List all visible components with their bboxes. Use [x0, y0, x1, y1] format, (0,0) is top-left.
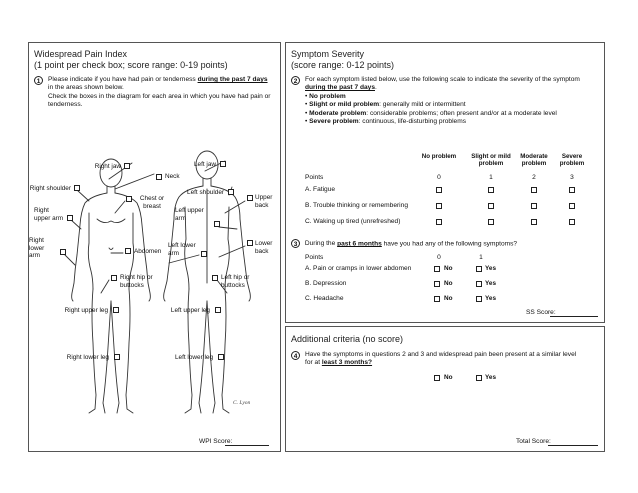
checkbox-depression-yes[interactable]	[476, 281, 482, 287]
yes-label: Yes	[485, 280, 497, 287]
checkbox-right-lower-arm[interactable]	[60, 249, 66, 255]
q3-text-2: have you had any of the following symptoms?	[381, 240, 518, 248]
symptom-row: C. Waking up tired (unrefreshed)	[305, 218, 401, 225]
checkbox-abdomen-yes[interactable]	[476, 266, 482, 272]
severity-scale-list	[305, 93, 599, 127]
no-label: No	[444, 374, 453, 381]
checkbox-q4-no[interactable]	[434, 375, 440, 381]
checkbox-lower-back[interactable]	[247, 240, 253, 246]
question-4	[291, 351, 599, 368]
checkbox-waking-0[interactable]	[436, 219, 442, 225]
checkbox-left-upper-arm[interactable]	[214, 221, 220, 227]
checkbox-abdomen-no[interactable]	[434, 266, 440, 272]
wpi-panel	[28, 42, 281, 452]
q3-item-row: B. Depression	[305, 280, 347, 287]
checkbox-upper-back[interactable]	[247, 195, 253, 201]
question-number: 3	[291, 239, 300, 248]
label-right-hip: Right hip or buttocks	[120, 274, 153, 289]
ss-score-label: SS Score:	[526, 309, 556, 316]
q4-text-emph: least 3 months?	[321, 359, 373, 367]
column-header: Moderate problem	[520, 153, 548, 167]
label-upper-back: Upper back	[255, 194, 273, 209]
label-left-lower-arm: Left lower arm	[168, 242, 196, 257]
wpi-score-field[interactable]	[225, 445, 269, 446]
label-left-upper-arm: Left upper arm	[175, 207, 204, 222]
additional-panel	[285, 326, 605, 452]
q3-text-emph: past 6 months	[337, 240, 382, 248]
label-left-upper-leg: Left upper leg	[170, 307, 210, 314]
q3-points-label: Points	[305, 254, 324, 261]
checkbox-waking-3[interactable]	[569, 219, 575, 225]
scale-item: • No problem	[305, 92, 346, 100]
total-score-field[interactable]	[548, 445, 598, 446]
checkbox-fatigue-0[interactable]	[436, 187, 442, 193]
q3-item-row: A. Pain or cramps in lower abdomen	[305, 265, 412, 272]
point-value: 0	[437, 254, 441, 261]
checkbox-right-upper-arm[interactable]	[67, 215, 73, 221]
checkbox-thinking-3[interactable]	[569, 203, 575, 209]
q2-text-emph: during the past 7 days	[305, 84, 375, 92]
question-number: 4	[291, 351, 300, 360]
q1-text-1: Please indicate if you have had pain or tenderness	[48, 76, 198, 83]
scale-item: • Slight or mild problem: generally mild or intermittent	[305, 101, 466, 109]
point-value: 3	[570, 174, 574, 181]
column-header: Slight or mild problem	[471, 153, 511, 167]
additional-title: Additional criteria (no score)	[291, 334, 404, 344]
total-score-label: Total Score:	[516, 438, 551, 445]
checkbox-neck[interactable]	[156, 174, 162, 180]
label-left-lower-leg: Left lower leg	[174, 354, 213, 361]
ss-panel	[285, 42, 605, 323]
q1-text-emph: during the past 7 days	[197, 76, 268, 83]
scale-item: • Moderate problem: considerable problems; often present and/or at a moderate level	[305, 109, 557, 117]
ss-question-2	[291, 76, 599, 126]
checkbox-left-hip[interactable]	[212, 275, 218, 281]
point-value: 0	[437, 174, 441, 181]
label-neck: Neck	[165, 173, 180, 180]
checkbox-waking-1[interactable]	[488, 219, 494, 225]
q3-text-1: During the	[304, 240, 338, 248]
label-left-hip: Left hip or buttocks	[221, 274, 250, 289]
checkbox-right-lower-leg[interactable]	[114, 354, 120, 360]
checkbox-left-shoulder[interactable]	[228, 189, 234, 195]
column-header: No problem	[421, 153, 457, 160]
ss-question-3	[291, 239, 599, 249]
symptom-row: B. Trouble thinking or remembering	[305, 202, 408, 209]
q1-text-3: Check the boxes in the diagram for each area in which you have had pain or tenderness.	[48, 92, 271, 109]
checkbox-fatigue-1[interactable]	[488, 187, 494, 193]
q2-text-1: For each symptom listed below, use the following scale to indicate the severity of the symptom	[305, 76, 580, 83]
no-label: No	[444, 295, 453, 302]
q2-text-2: .	[374, 84, 377, 92]
ss-subtitle: (score range: 0-12 points)	[291, 60, 395, 70]
question-number: 1	[34, 76, 43, 85]
label-lower-back: Lower back	[255, 240, 273, 255]
artist-signature: C. Lyon	[233, 400, 251, 406]
checkbox-thinking-1[interactable]	[488, 203, 494, 209]
yes-label: Yes	[485, 265, 497, 272]
wpi-score-label: WPI Score:	[199, 438, 233, 445]
label-abdomen: Abdomen	[134, 248, 162, 255]
ss-title: Symptom Severity	[291, 49, 365, 59]
checkbox-fatigue-2[interactable]	[531, 187, 537, 193]
symptom-row: A. Fatigue	[305, 186, 336, 193]
checkbox-thinking-2[interactable]	[531, 203, 537, 209]
checkbox-thinking-0[interactable]	[436, 203, 442, 209]
label-chest: Chest or breast	[139, 195, 165, 210]
checkbox-left-lower-leg[interactable]	[218, 354, 224, 360]
label-left-shoulder: Left shoulder	[187, 189, 224, 196]
checkbox-left-lower-arm[interactable]	[201, 251, 207, 257]
checkbox-left-upper-leg[interactable]	[215, 307, 221, 313]
checkbox-headache-no[interactable]	[434, 296, 440, 302]
checkbox-depression-no[interactable]	[434, 281, 440, 287]
checkbox-right-shoulder[interactable]	[74, 185, 80, 191]
q4-text-1: Have the symptoms in questions 2 and 3 and widespread pain been present at a similar level for at	[305, 351, 577, 367]
checkbox-right-upper-leg[interactable]	[113, 307, 119, 313]
label-right-shoulder: Right shoulder	[29, 185, 71, 192]
yes-label: Yes	[485, 295, 497, 302]
checkbox-q4-yes[interactable]	[476, 375, 482, 381]
label-left-jaw: Left jaw	[193, 161, 216, 168]
label-right-upper-arm: Right upper arm	[34, 207, 64, 222]
label-right-upper-leg: Right upper leg	[64, 307, 108, 314]
yes-label: Yes	[485, 374, 497, 381]
checkbox-right-jaw[interactable]	[124, 163, 130, 169]
q3-item-row: C. Headache	[305, 295, 344, 302]
checkbox-headache-yes[interactable]	[476, 296, 482, 302]
points-label: Points	[305, 174, 324, 181]
no-label: No	[444, 280, 453, 287]
scale-item: • Severe problem: continuous, life-disturbing problems	[305, 118, 467, 126]
q1-text-2: in the areas shown below.	[48, 84, 124, 92]
checkbox-abdomen[interactable]	[125, 248, 131, 254]
point-value: 2	[532, 174, 536, 181]
label-right-jaw: Right jaw	[94, 163, 121, 170]
wpi-title: Widespread Pain Index	[34, 49, 128, 59]
point-value: 1	[479, 254, 483, 261]
label-right-lower-arm: Right lower arm	[29, 237, 45, 259]
checkbox-waking-2[interactable]	[531, 219, 537, 225]
no-label: No	[444, 265, 453, 272]
ss-score-field[interactable]	[550, 316, 598, 317]
column-header: Severe problem	[559, 153, 585, 167]
checkbox-left-jaw[interactable]	[220, 161, 226, 167]
point-value: 1	[489, 174, 493, 181]
question-number: 2	[291, 76, 300, 85]
label-right-lower-leg: Right lower leg	[66, 354, 109, 361]
wpi-subtitle: (1 point per check box; score range: 0-19 points)	[34, 60, 228, 70]
checkbox-chest[interactable]	[126, 196, 132, 202]
checkbox-right-hip[interactable]	[111, 275, 117, 281]
checkbox-fatigue-3[interactable]	[569, 187, 575, 193]
